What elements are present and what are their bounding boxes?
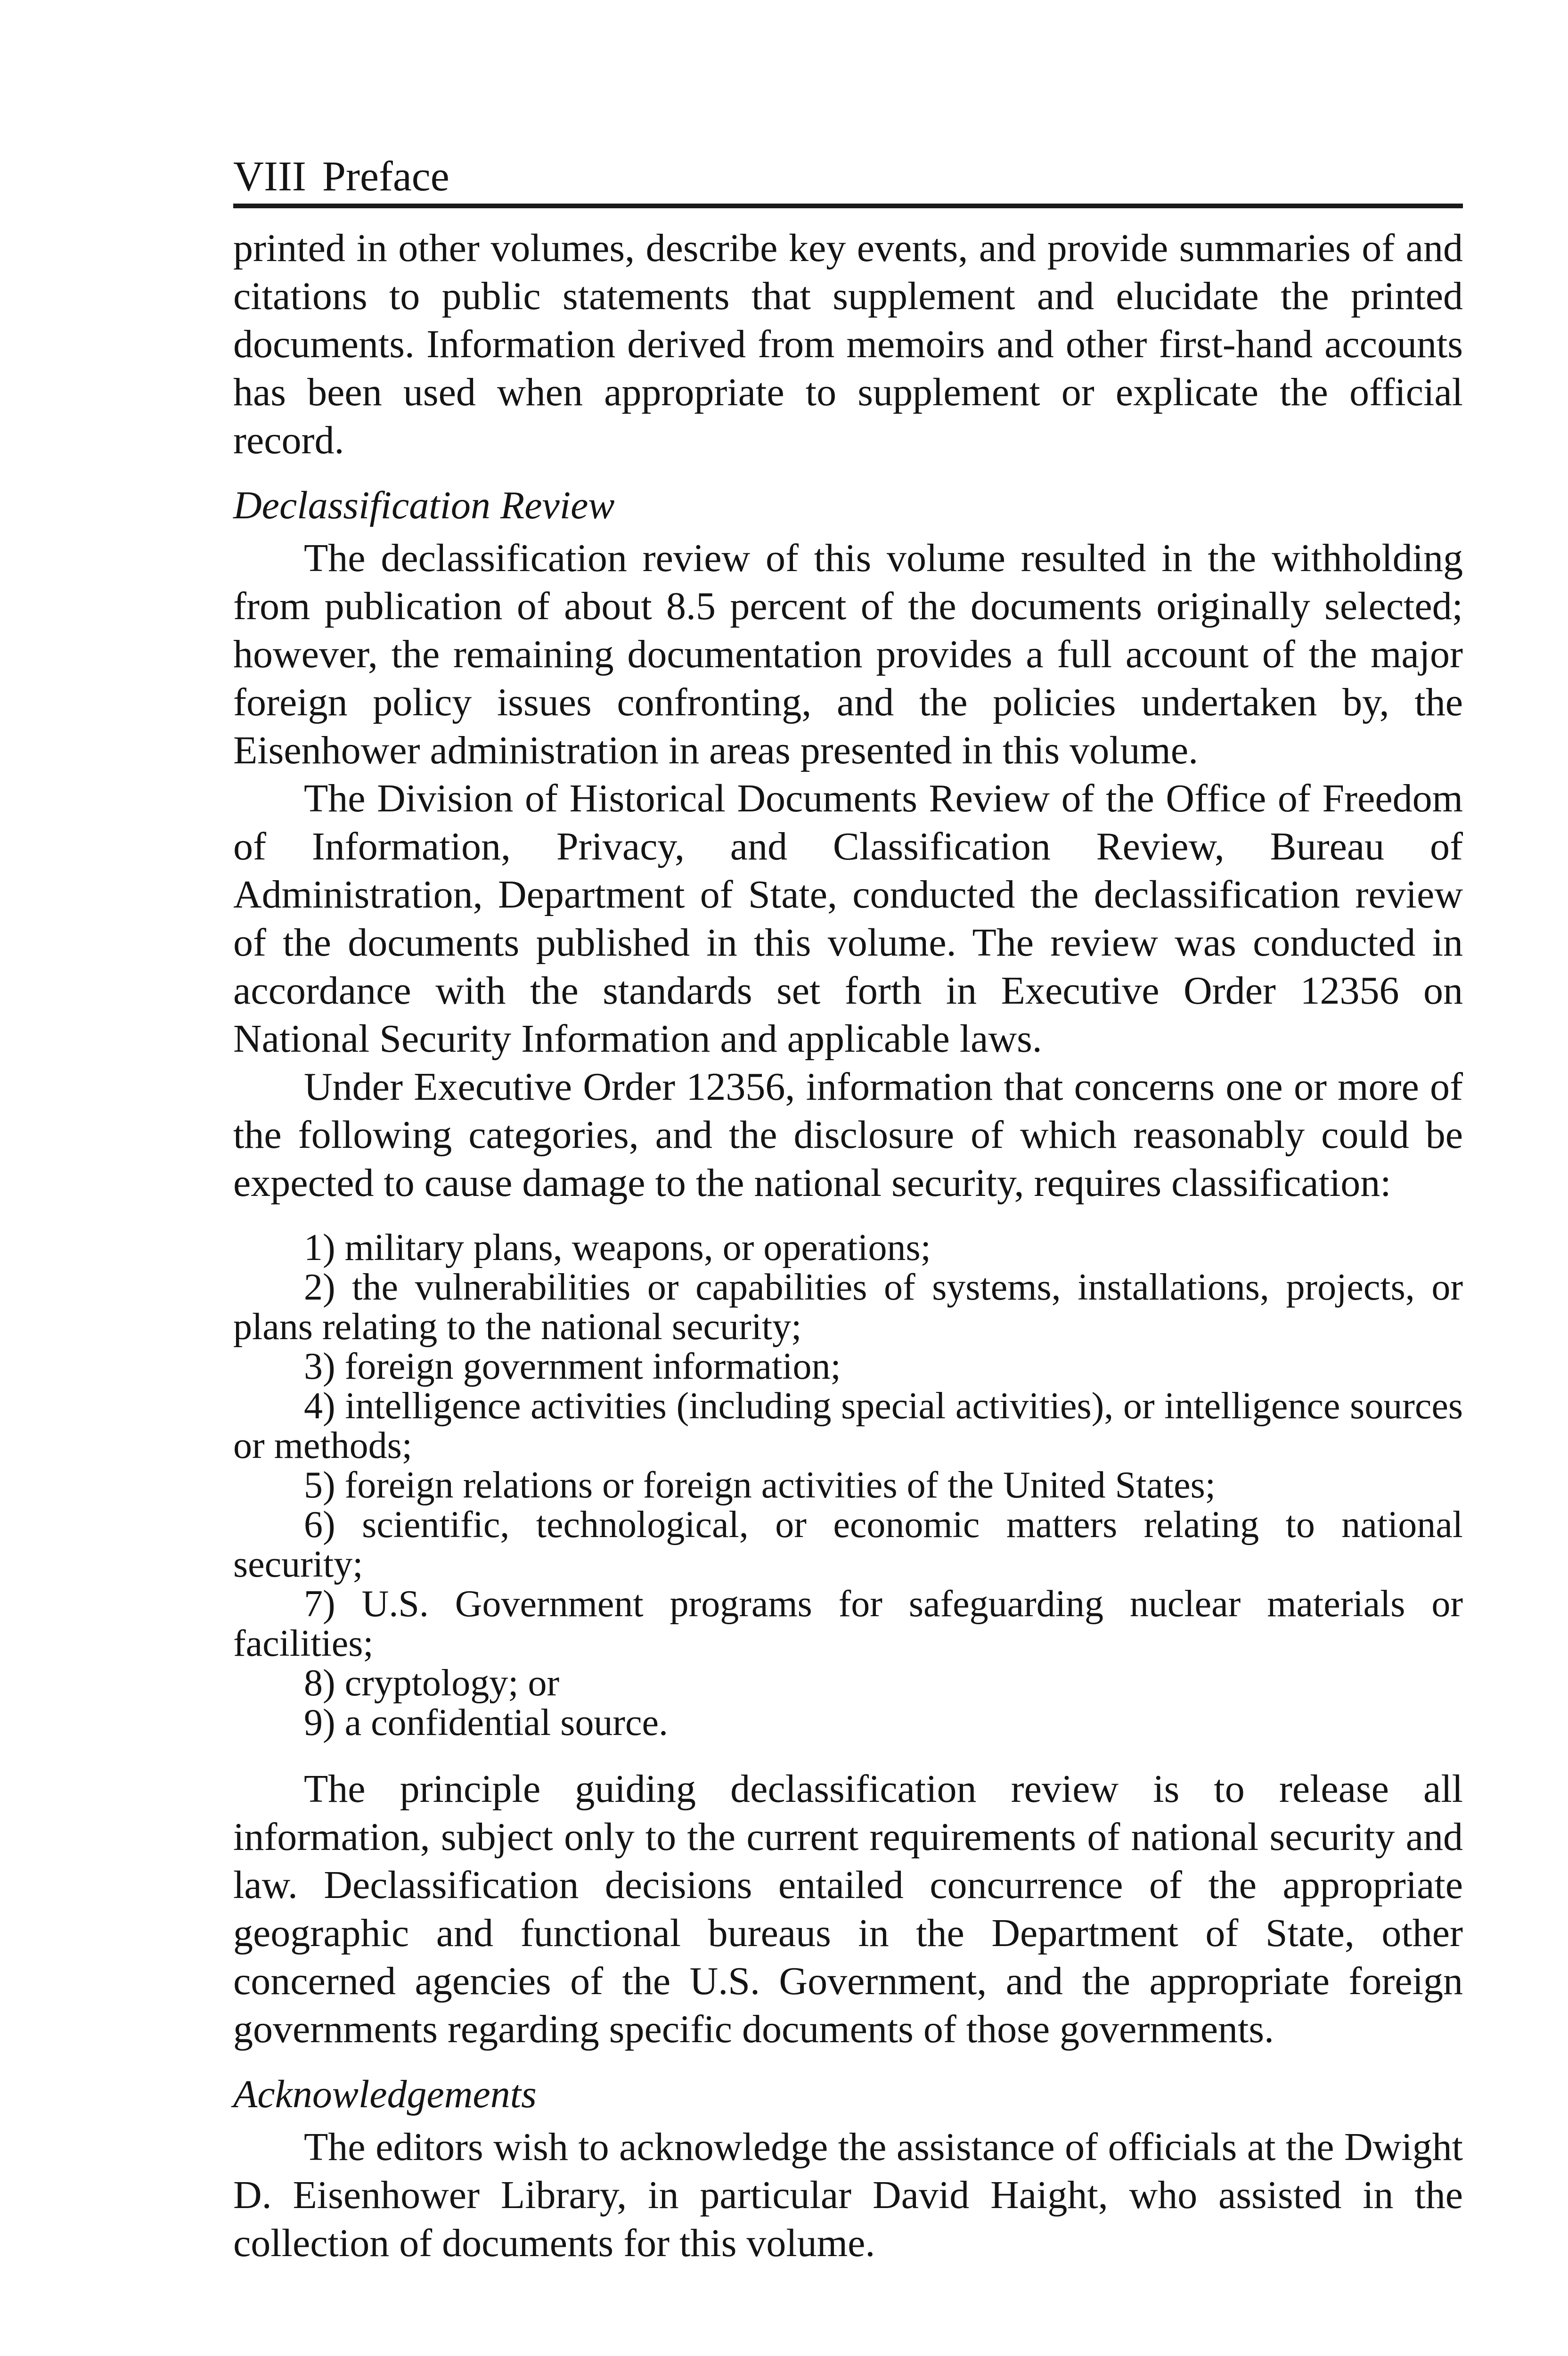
list-item: 3) foreign government information; xyxy=(304,1346,841,1387)
list-item: 8) cryptology; or xyxy=(304,1662,560,1704)
section-heading-declassification-review: Declassification Review xyxy=(233,483,615,527)
header-rule xyxy=(233,204,1463,208)
list-item: 7) U.S. Government programs for safeguarding nuclear materials or facilities; xyxy=(233,1583,1463,1664)
list-item: 9) a confidential source. xyxy=(304,1702,669,1743)
paragraph-review-division: The Division of Historical Documents Review of the Office of Freedom of Information, Privacy, and Classification Review, Bureau of Administration, Department of State, conducted the declassification review of the documents published in this volume. The review was conducted in accordance with the standards set forth in Executive Order 12356 on National Security Information and applicable laws. xyxy=(233,777,1463,1061)
paragraph-continued: printed in other volumes, describe key events, and provide summaries of and citations to public statements that supplement and elucidate the printed documents. Information derived from memoirs and other first-hand accounts has been used when appropriate to supplement or explicate the official record. xyxy=(233,226,1463,462)
list-item: 4) intelligence activities (including special activities), or intelligence sources or methods; xyxy=(233,1385,1463,1466)
document-page xyxy=(233,151,1463,2267)
list-item: 1) military plans, weapons, or operations; xyxy=(304,1227,931,1268)
list-item: 6) scientific, technological, or economic matters relating to national security; xyxy=(233,1504,1463,1585)
page-number: VIII xyxy=(233,153,306,200)
section-heading-acknowledgements: Acknowledgements xyxy=(233,2072,537,2116)
list-item: 2) the vulnerabilities or capabilities of systems, installations, projects, or plans relating to the national security; xyxy=(233,1267,1463,1348)
paragraph-withholding: The declassification review of this volume resulted in the withholding from publication of about 8.5 percent of the documents originally selected; however, the remaining documentation provides a full account of the major foreign policy issues confronting, and the policies undertaken by, the Eisenhower administration in areas presented in this volume. xyxy=(233,536,1463,772)
paragraph-guiding-principle: The principle guiding declassification review is to release all information, subject only to the current requirements of national security and law. Declassification decisions entailed concurrence of the appropriate geographic and functional bureaus in the Department of State, other concerned agencies of the U.S. Government, and the appropriate foreign governments regarding specific documents of those governments. xyxy=(233,1767,1463,2051)
paragraph-acknowledgements: The editors wish to acknowledge the assistance of officials at the Dwight D. Eisenhower Library, in particular David Haight, who assisted in the collection of documents for this volume. xyxy=(233,2125,1463,2265)
classification-categories-list xyxy=(233,1228,1463,1742)
running-title: Preface xyxy=(322,153,449,200)
list-item: 5) foreign relations or foreign activities of the United States; xyxy=(304,1464,1216,1506)
paragraph-executive-order: Under Executive Order 12356, information that concerns one or more of the following categories, and the disclosure of which reasonably could be expected to cause damage to the national security, requires classification: xyxy=(233,1065,1463,1205)
running-head xyxy=(233,151,1463,204)
